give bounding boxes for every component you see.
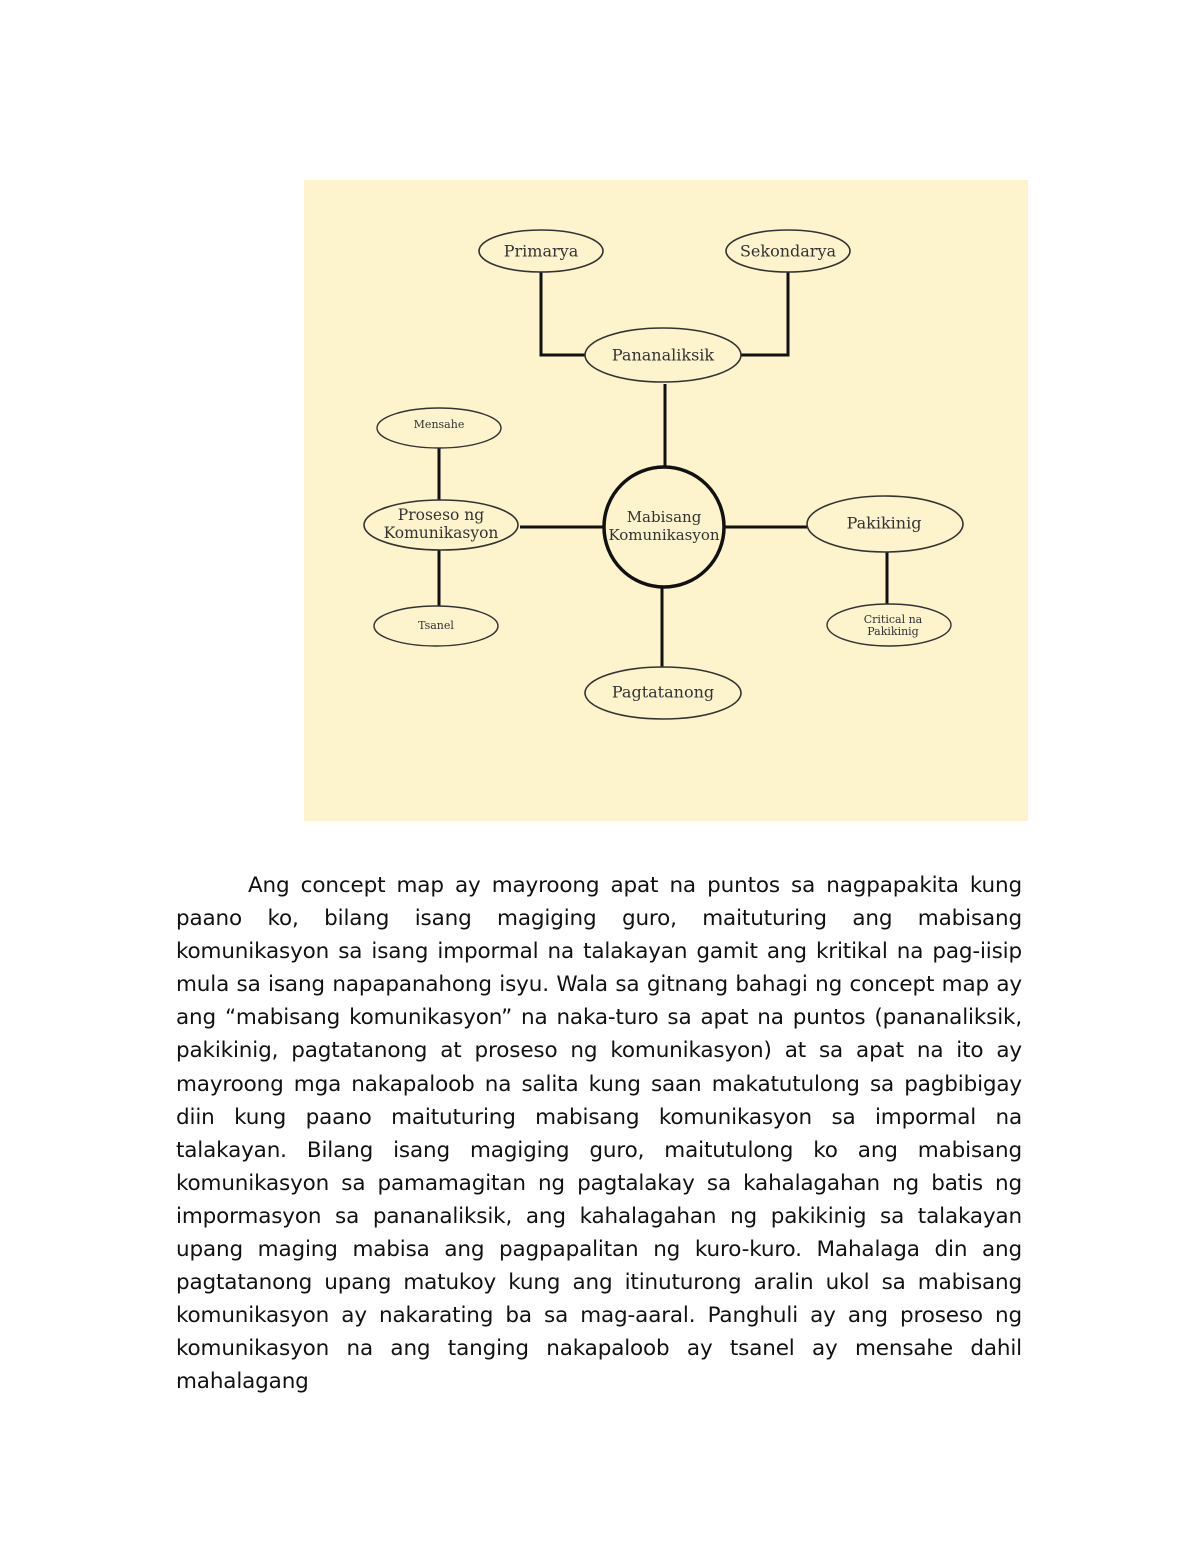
node-pananaliksik-label: Pananaliksik bbox=[611, 345, 715, 365]
node-proseso-label-line1: Proseso ng bbox=[397, 506, 485, 524]
node-sekondarya-label: Sekondarya bbox=[739, 241, 837, 261]
node-proseso bbox=[364, 500, 518, 550]
node-critical bbox=[827, 604, 951, 646]
node-primarya bbox=[479, 230, 603, 272]
node-critical-label-line1: Critical na bbox=[863, 613, 923, 626]
node-center bbox=[604, 467, 724, 587]
body-paragraph: Ang concept map ay mayroong apat na puntos sa nagpapakita kung paano ko, bilang isang magiging guro, maituturing ang mabisang komunikasyon sa isang impormal na talakayan gamit ang kritikal na pag-iisip mula sa isang napapanahong isyu. Wala sa gitnang bahagi ng concept map ay ang “mabisang komunikasyon” na naka-turo sa apat na puntos (pananaliksik, pakikinig, pagtatanong at proseso ng komunikasyon) at sa apat na ito ay mayroong mga nakapaloob na salita kung saan makatutulong sa pagbibigay diin kung paano maituturing mabisang komunikasyon sa impormal na talakayan. Bilang isang magiging guro, maitutulong ko ang mabisang komunikasyon sa pamamagitan ng pagtalakay sa kahalagahan ng batis ng impormasyon sa pananaliksik, ang kahalagahan ng pakikinig sa talakayan upang maging mabisa ang pagpapalitan ng kuro-kuro. Mahalaga din ang pagtatanong upang matukoy kung ang itinuturong aralin ukol sa mabisang komunikasyon ay nakarating ba sa mag-aaral. Panghuli ay ang proseso ng komunikasyon na ang tanging nakapaloob ay tsanel ay mensahe dahil mahalagang bbox=[176, 873, 1022, 1395]
node-sekondarya bbox=[726, 230, 850, 272]
node-primarya-label: Primarya bbox=[503, 241, 579, 261]
node-proseso-label-line2: Komunikasyon bbox=[383, 524, 499, 542]
node-critical-label-line2: Pakikinig bbox=[867, 625, 919, 638]
concept-map bbox=[304, 180, 1028, 821]
node-pakikinig bbox=[807, 496, 963, 552]
node-pagtatanong bbox=[585, 667, 741, 719]
node-center-label-line1: Mabisang bbox=[626, 508, 702, 526]
node-center-label-line2: Komunikasyon bbox=[608, 526, 720, 544]
concept-map-figure bbox=[304, 180, 1028, 821]
node-pagtatanong-label: Pagtatanong bbox=[611, 682, 715, 702]
node-mensahe-label: Mensahe bbox=[413, 418, 465, 431]
node-mensahe bbox=[377, 408, 501, 448]
node-pananaliksik bbox=[585, 328, 741, 382]
node-tsanel bbox=[374, 606, 498, 646]
node-pakikinig-label: Pakikinig bbox=[846, 513, 922, 533]
node-tsanel-label: Tsanel bbox=[418, 619, 454, 632]
